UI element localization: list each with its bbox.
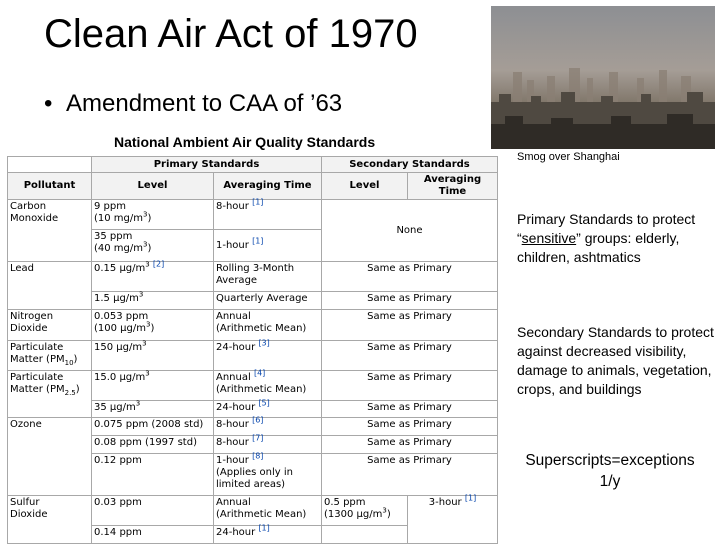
- pollutant-cell: Lead: [8, 262, 92, 310]
- table-row: [8, 496, 498, 526]
- pollutant-cell: Carbon Monoxide: [8, 200, 92, 262]
- table-row: [8, 262, 498, 292]
- level-cell: 35 $\mu g/m^3$: [92, 401, 214, 418]
- table-header-group-row: [8, 157, 498, 173]
- header-secondary: Secondary Standards: [322, 157, 498, 173]
- table-title: National Ambient Air Quality Standards: [114, 134, 376, 150]
- header-empty: [8, 157, 92, 173]
- table-row: [8, 200, 498, 230]
- primary-note-prefix: Primary Standards to protect “: [517, 211, 696, 246]
- level-cell: 35 ppm (40 $mg/m^3$): [92, 230, 214, 262]
- level-cell: 0.075 ppm (2008 std): [92, 418, 214, 436]
- level-cell: 0.053 ppm (100 $\mu g/m^3$): [92, 310, 214, 341]
- pollutant-cell: Sulfur Dioxide: [8, 496, 92, 544]
- secondary-same-cell: Same as Primary: [322, 436, 498, 454]
- reference-link[interactable]: [1]: [252, 236, 264, 246]
- primary-note-suffix: ” groups: elderly, children, ashtmatics: [517, 230, 680, 265]
- header-secondary-averaging-time: Averaging Time: [408, 173, 498, 200]
- superscripts-note-line2: 1/y: [599, 473, 621, 490]
- averaging-cell: Annual [4] (Arithmetic Mean): [214, 371, 322, 401]
- reference-link[interactable]: [1]: [252, 197, 264, 207]
- secondary-averaging-cell: 3-hour [1]: [408, 496, 498, 544]
- averaging-cell: 8-hour [7]: [214, 436, 322, 454]
- pollutant-cell: Particulate Matter $(PM_{10})$: [8, 341, 92, 371]
- reference-link[interactable]: [6]: [252, 415, 264, 425]
- table-header-row: [8, 173, 498, 200]
- averaging-cell: Quarterly Average: [214, 292, 322, 310]
- level-cell: 150 $\mu g/m^3$: [92, 341, 214, 371]
- reference-link[interactable]: [1]: [464, 493, 477, 503]
- primary-standards-note: [517, 210, 717, 267]
- level-cell: 1.5 $\mu g/m^3$: [92, 292, 214, 310]
- header-averaging-time: Averaging Time: [214, 173, 322, 200]
- primary-note-emphasis: sensitive: [521, 230, 577, 246]
- secondary-same-cell: Same as Primary: [322, 454, 498, 496]
- level-cell: 15.0 $\mu g/m^3$: [92, 371, 214, 401]
- header-pollutant: Pollutant: [8, 173, 92, 200]
- table-row: [8, 371, 498, 401]
- averaging-cell: Rolling 3-Month Average: [214, 262, 322, 292]
- header-secondary-level: Level: [322, 173, 408, 200]
- reference-link[interactable]: [3]: [258, 338, 270, 348]
- secondary-same-cell: Same as Primary: [322, 401, 498, 418]
- secondary-same-cell: Same as Primary: [322, 262, 498, 292]
- secondary-same-cell: Same as Primary: [322, 371, 498, 401]
- slide-title: Clean Air Act of 1970: [44, 12, 418, 56]
- pollutant-cell: Particulate Matter $(PM_{2.5})$: [8, 371, 92, 418]
- level-cell: 9 ppm (10 $mg/m^3$): [92, 200, 214, 230]
- superscripts-note: [505, 450, 715, 492]
- secondary-none-cell: None: [322, 200, 498, 262]
- reference-link[interactable]: [8]: [252, 451, 264, 461]
- secondary-same-cell: Same as Primary: [322, 292, 498, 310]
- level-cell: 0.12 ppm: [92, 454, 214, 496]
- secondary-same-cell: Same as Primary: [322, 418, 498, 436]
- header-primary: Primary Standards: [92, 157, 322, 173]
- averaging-cell: Annual (Arithmetic Mean): [214, 310, 322, 341]
- smog-photo: [491, 6, 715, 149]
- level-cell: 0.03 ppm: [92, 496, 214, 526]
- photo-caption: Smog over Shanghai: [517, 151, 620, 163]
- table-row: [8, 341, 498, 371]
- secondary-same-cell: Same as Primary: [322, 341, 498, 371]
- level-cell: 0.08 ppm (1997 std): [92, 436, 214, 454]
- bullet-item: [44, 88, 342, 120]
- secondary-level-cell: 0.5 ppm (1300 $\mu g/m^3$): [322, 496, 408, 526]
- reference-link[interactable]: [1]: [258, 523, 270, 533]
- averaging-cell: 1-hour [1]: [214, 230, 322, 262]
- averaging-cell: 8-hour [6]: [214, 418, 322, 436]
- level-cell: 0.14 ppm: [92, 526, 214, 544]
- averaging-cell: Annual (Arithmetic Mean): [214, 496, 322, 526]
- header-level: Level: [92, 173, 214, 200]
- secondary-same-cell: Same as Primary: [322, 310, 498, 341]
- pollutant-cell: Nitrogen Dioxide: [8, 310, 92, 341]
- pollutant-cell: Ozone: [8, 418, 92, 496]
- bullet-text: Amendment to CAA of ’63: [66, 90, 343, 117]
- reference-link[interactable]: [5]: [258, 398, 270, 408]
- bullet-dot-icon: •: [44, 90, 53, 117]
- averaging-cell: 8-hour [1]: [214, 200, 322, 230]
- level-cell: 0.15 $\mu g/m^3$ [2]: [92, 262, 214, 292]
- secondary-standards-note: Secondary Standards to protect against decreased visibility, damage to animals, vegetation, crops, and buildings: [517, 324, 714, 397]
- averaging-cell: 24-hour [3]: [214, 341, 322, 371]
- averaging-cell: 1-hour [8] (Applies only in limited areas): [214, 454, 322, 496]
- reference-link[interactable]: [2]: [152, 259, 165, 269]
- averaging-cell: 24-hour [5]: [214, 401, 322, 418]
- naaqs-table: [7, 156, 498, 544]
- reference-link[interactable]: [4]: [253, 368, 266, 378]
- superscripts-note-line1: Superscripts=exceptions: [525, 452, 695, 469]
- averaging-cell: 24-hour [1]: [214, 526, 322, 544]
- secondary-level-cell: [322, 526, 408, 544]
- reference-link[interactable]: [7]: [252, 433, 264, 443]
- table-row: [8, 310, 498, 341]
